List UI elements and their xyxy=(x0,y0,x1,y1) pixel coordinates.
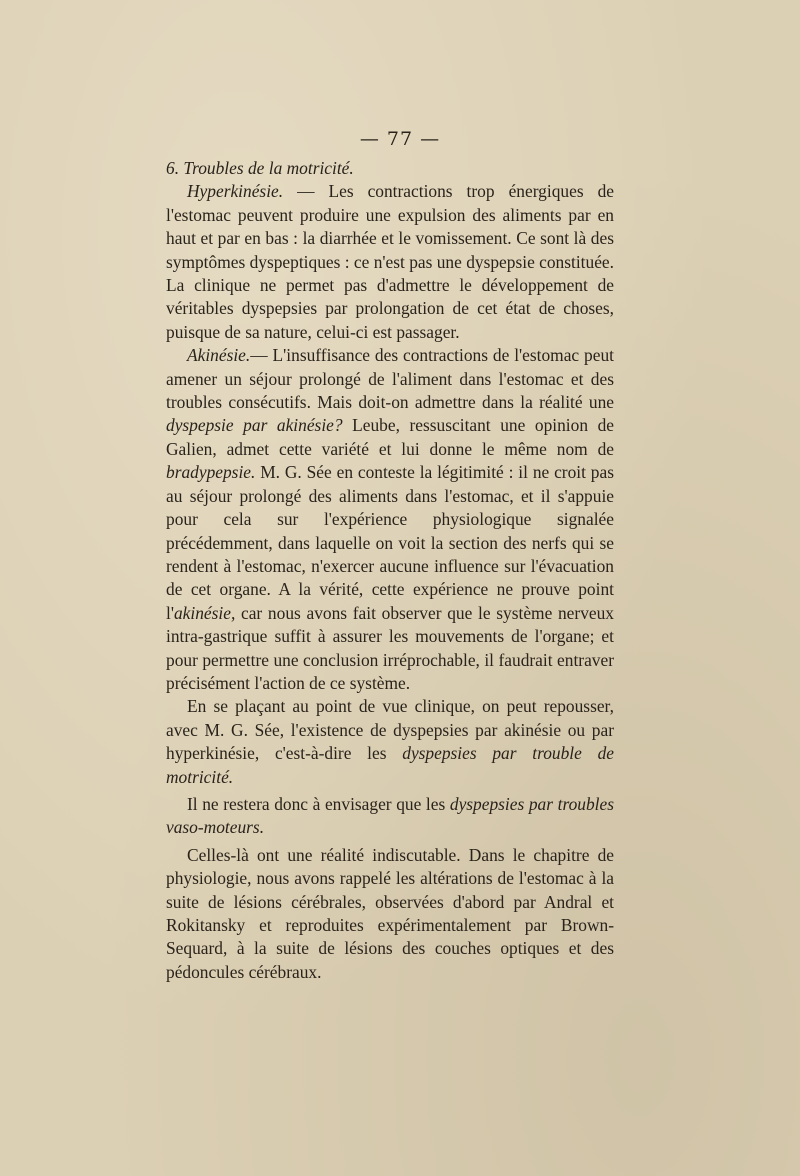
paragraph-text: car nous avons fait observer que le système nerveux intra-gastrique suffit à assurer les mouvements de l'organe; et pour permettre une conclusion irréprochable, il faudrait entraver précisément l'action de ce système. xyxy=(166,602,614,693)
paragraph-realite xyxy=(166,844,614,984)
paragraph-lead: Akinésie. xyxy=(187,345,251,366)
paragraph-text: Il ne restera donc à envisager que les xyxy=(187,793,450,814)
paragraph-lead: Hyperkinésie. xyxy=(187,181,284,202)
paragraph-text: — L'insuffisance des contractions de l'estomac peut amener un séjour prolongé de l'aliment dans l'estomac et des troubles consécutifs. Mais doit-on admettre dans la réalité une xyxy=(166,345,614,413)
paragraph-text: M. G. Sée en conteste la légitimité : il ne croit pas au séjour prolongé des aliments dans l'estomac, et il s'appuie pour cela sur l'expérience physiologique signalée précédemment, dans laquelle on voit la section des nerfs qui se rendent à l'estomac, n'exercer aucune influence sur l'évacuation de cet organe. A la vérité, cette expérience ne prouve point l' xyxy=(166,462,614,623)
page-number: — 77 — xyxy=(359,128,441,150)
emphasis-text: dyspepsies par trouble de motricité. xyxy=(166,743,614,787)
paragraph-text: Leube, ressuscitant une opinion de Galien, admet cette variété et lui donne le même nom de xyxy=(166,415,614,459)
emphasis-text: dyspepsie par akinésie? xyxy=(166,415,343,436)
body-text xyxy=(166,157,614,984)
paragraph-vaso-moteurs xyxy=(166,793,614,840)
paragraph-clinique xyxy=(166,695,614,789)
emphasis-text: akinésie, xyxy=(173,602,236,623)
section-heading: 6. Troubles de la motricité. xyxy=(166,158,354,178)
paragraph-text: — Les contractions trop énergiques de l'estomac peuvent produire une expulsion des aliments par en haut et par en bas : la diarrhée et le vomissement. Ce sont là des symptômes dyspeptiques : ce n'est pas une dyspepsie constituée. La clinique ne permet pas d'admettre le développement de véritables dyspepsies par prolongation de cet état de choses, puisque de sa nature, celui-ci est passager. xyxy=(166,181,614,342)
paragraph-akinesie xyxy=(166,344,614,695)
emphasis-text: bradypepsie. xyxy=(166,462,256,483)
paragraph-hyperkinesie xyxy=(166,180,614,344)
paragraph-text: En se plaçant au point de vue clinique, on peut repousser, avec M. G. Sée, l'existence de dyspepsies par akinésie ou par hyperkinésie, c'est-à-dire les xyxy=(166,696,614,764)
paragraph-text: Celles-là ont une réalité indiscutable. Dans le chapitre de physiologie, nous avons rappelé les altérations de l'estomac à la suite de lésions cérébrales, observées d'abord par Andral et Rokitansky et reproduites expérimentalement par Brown-Sequard, à la suite de lésions des couches optiques et des pédoncules cérébraux. xyxy=(166,844,614,982)
emphasis-text: dyspepsies par troubles vaso-moteurs. xyxy=(166,793,614,838)
